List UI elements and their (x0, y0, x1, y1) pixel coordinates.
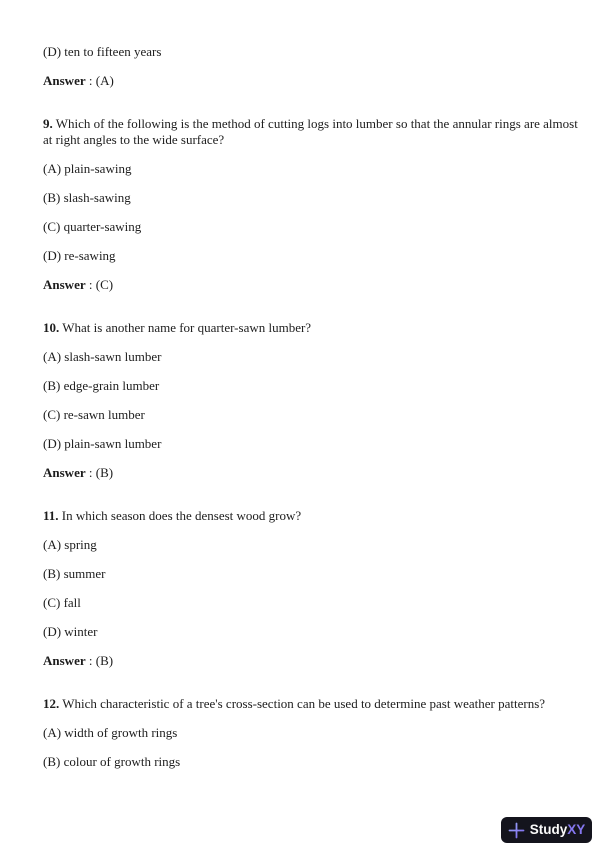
option: (D) re-sawing (43, 248, 116, 263)
option: (B) edge-grain lumber (43, 378, 160, 393)
question-text (43, 508, 583, 524)
question-block-12 (43, 696, 583, 770)
answer-value: (B) (95, 653, 114, 668)
option: (C) quarter-sawing (43, 219, 142, 234)
question-block-10 (43, 320, 583, 481)
option: (B) slash-sawing (43, 190, 131, 205)
question-number: 11. (43, 508, 59, 523)
answer-separator: : (85, 277, 96, 292)
question-text (43, 116, 583, 148)
answer-separator: : (85, 73, 96, 88)
question-block-11 (43, 508, 583, 669)
question-body: In which season does the densest wood grow? (58, 508, 302, 523)
studyxy-logo-badge[interactable] (501, 817, 592, 843)
brand-name-study: Study (529, 822, 568, 837)
option: (A) spring (43, 537, 97, 552)
answer-label: Answer (43, 653, 86, 668)
question-body: What is another name for quarter-sawn lumber? (59, 320, 312, 335)
option: (D) winter (43, 624, 98, 639)
option: (C) re-sawn lumber (43, 407, 145, 422)
question-number: 12. (43, 696, 60, 711)
answer-label: Answer (43, 73, 86, 88)
brand-name-xy: XY (567, 822, 586, 837)
option: (D) ten to fifteen years (43, 44, 162, 59)
plus-icon (508, 822, 525, 839)
answer-line (43, 277, 583, 293)
question-block-8-tail (43, 44, 583, 89)
answer-line (43, 653, 583, 669)
question-text (43, 696, 583, 712)
question-number: 10. (43, 320, 60, 335)
answer-separator: : (85, 465, 96, 480)
answer-line (43, 73, 583, 89)
answer-label: Answer (43, 465, 86, 480)
answer-value: (B) (95, 465, 114, 480)
question-block-9 (43, 116, 583, 293)
option: (C) fall (43, 595, 81, 610)
question-number: 9. (43, 116, 53, 131)
option: (A) slash-sawn lumber (43, 349, 162, 364)
question-body: Which characteristic of a tree's cross-section can be used to determine past weather patterns? (59, 696, 546, 711)
option: (B) colour of growth rings (43, 754, 181, 769)
option: (A) plain-sawing (43, 161, 132, 176)
option: (A) width of growth rings (43, 725, 178, 740)
answer-separator: : (85, 653, 96, 668)
answer-label: Answer (43, 277, 86, 292)
brand-name (530, 817, 586, 843)
option: (B) summer (43, 566, 106, 581)
answer-value: (C) (95, 277, 114, 292)
question-text (43, 320, 583, 336)
answer-value: (A) (95, 73, 114, 88)
question-body: Which of the following is the method of cutting logs into lumber so that the annular rings are almost at right angles to the wide surface? (43, 116, 578, 147)
option: (D) plain-sawn lumber (43, 436, 162, 451)
answer-line (43, 465, 583, 481)
quiz-page-content (43, 44, 583, 797)
